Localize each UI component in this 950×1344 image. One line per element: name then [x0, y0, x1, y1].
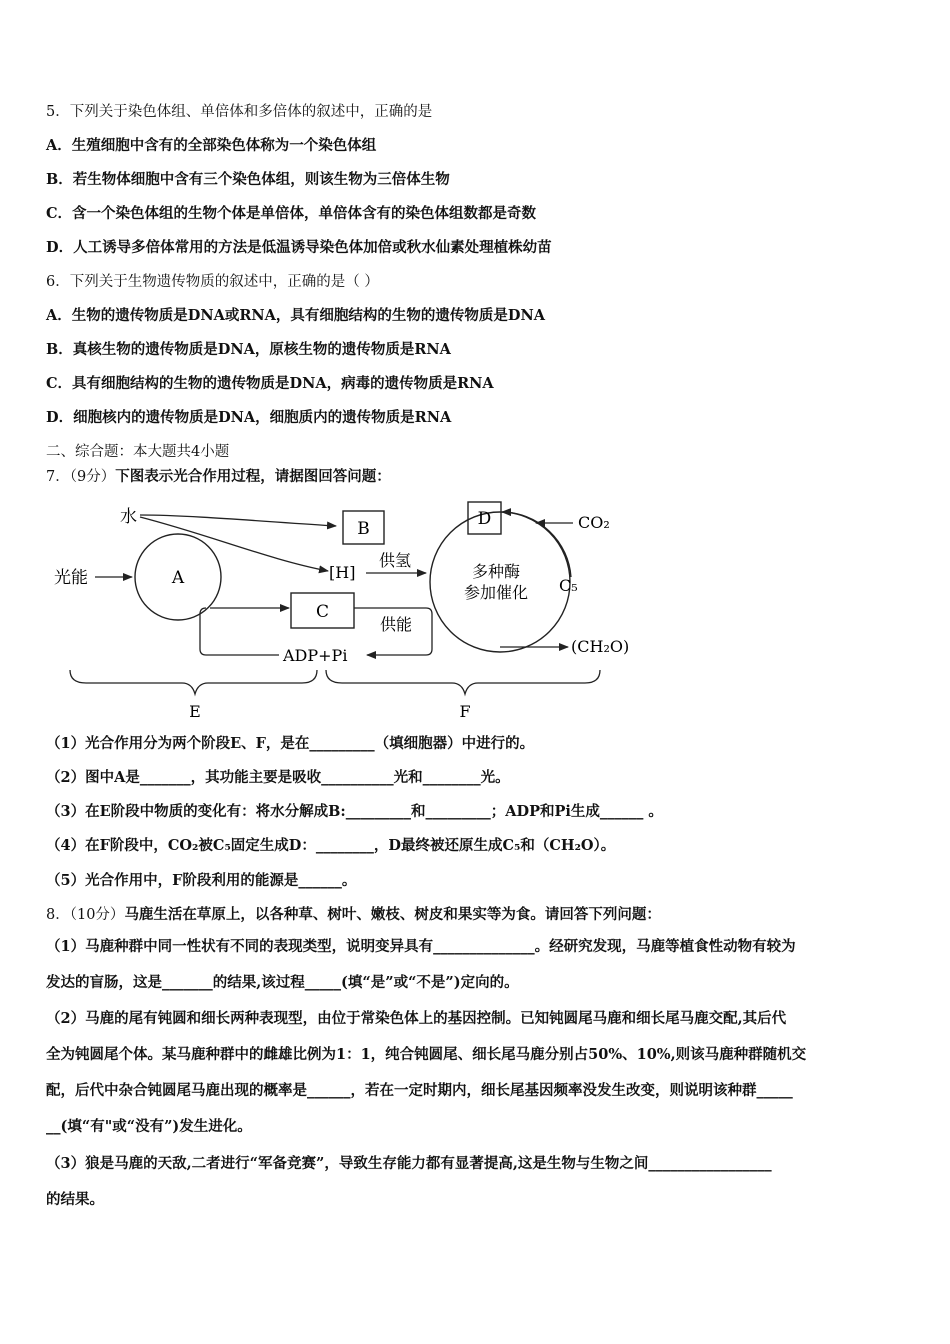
q8-stem: 马鹿生活在草原上，以各种草、树叶、嫩枝、树皮和果实等为食。请回答下列问题：	[124, 906, 661, 923]
q7-number: 7．	[46, 469, 70, 485]
q5-option-a: A．生殖细胞中含有的全部染色体称为一个染色体组	[46, 137, 377, 154]
q8-score: （10分）	[69, 907, 125, 923]
q7-stem-line	[46, 467, 391, 487]
q5-option-d: D．人工诱导多倍体常用的方法是低温诱导染色体加倍或秋水仙素处理植株幼苗	[46, 239, 552, 256]
q6-option-b: B．真核生物的遗传物质是DNA，原核生物的遗传物质是RNA	[46, 341, 451, 358]
stage-f-brace	[326, 670, 600, 694]
q6-stem: 6．下列关于生物遗传物质的叙述中，正确的是（ ）	[46, 274, 379, 290]
adp-return-loop	[200, 608, 279, 655]
product-d-label: D	[477, 509, 492, 529]
q7-sub-5: （5）光合作用中，F阶段利用的能源是______。	[46, 872, 357, 889]
q7-sub-2: （2）图中A是_______，其功能主要是吸收__________光和________光。	[46, 769, 510, 786]
pigment-a-label: A	[171, 568, 185, 588]
water-label: 水	[120, 507, 137, 527]
ch2o-label: (CH₂O)	[571, 637, 630, 656]
q7-sub-1: （1）光合作用分为两个阶段E、F，是在_________（填细胞器）中进行的。	[46, 735, 535, 752]
photosynthesis-diagram	[40, 495, 660, 725]
stage-f-label: F	[459, 702, 471, 721]
q8-p3-line2: 的结果。	[46, 1191, 104, 1208]
c5-label: C₅	[559, 576, 578, 595]
q8-p2-line4: __(填“有"或“没有”)发生进化。	[46, 1118, 252, 1135]
water-to-h-arrow	[140, 517, 328, 571]
q6-option-d: D．细胞核内的遗传物质是DNA，细胞质内的遗传物质是RNA	[46, 409, 452, 426]
q8-p2-line3: 配，后代中杂合钝圆尾马鹿出现的概率是______，若在一定时期内，细长尾基因频率没发生改变，则说明该种群_____	[46, 1082, 793, 1099]
q8-p2-line2: 全为钝圆尾个体。某马鹿种群中的雌雄比例为1：1，纯合钝圆尾、细长尾马鹿分别占50%、10%,则该马鹿种群随机交	[46, 1046, 807, 1063]
stage-e-brace	[70, 670, 317, 694]
q8-p1-line1: （1）马鹿种群中同一性状有不同的表现类型，说明变异具有______________。经研究发现，马鹿等植食性动物有较为	[46, 938, 796, 955]
q6-option-c: C．具有细胞结构的生物的遗传物质是DNA，病毒的遗传物质是RNA	[46, 375, 494, 392]
q5-option-c: C．含一个染色体组的生物个体是单倍体，单倍体含有的染色体组数都是奇数	[46, 205, 537, 222]
adp-pi-label: ADP+Pi	[283, 646, 348, 665]
supply-hydrogen-label: 供氢	[379, 551, 412, 570]
water-to-b-arrow	[140, 515, 336, 526]
q8-number: 8．	[46, 907, 70, 923]
stage-e-label: E	[189, 702, 201, 721]
q5-option-b: B．若生物体细胞中含有三个染色体组，则该生物为三倍体生物	[46, 171, 450, 188]
q5-stem: 5．下列关于染色体组、单倍体和多倍体的叙述中，正确的是	[46, 104, 433, 120]
supply-energy-label: 供能	[380, 615, 413, 634]
q7-sub-3: （3）在E阶段中物质的变化有：将水分解成B:_________和_________；ADP和Pi生成______ 。	[46, 803, 663, 820]
q8-p2-line1: （2）马鹿的尾有钝圆和细长两种表现型，由位于常染色体上的基因控制。已知钝圆尾马鹿和细长尾马鹿交配,其后代	[46, 1010, 787, 1027]
q7-stem: 下图表示光合作用过程，请据图回答问题：	[115, 468, 391, 485]
q7-score: （9分）	[69, 469, 116, 485]
section-heading: 二、综合题：本大题共4小题	[46, 444, 230, 460]
product-c-label: C	[315, 602, 330, 622]
q8-stem-line	[46, 905, 661, 925]
light-label: 光能	[54, 568, 88, 588]
product-b-label: B	[357, 519, 370, 539]
hydrogen-label: [H]	[329, 563, 356, 582]
q6-option-a: A．生物的遗传物质是DNA或RNA，具有细胞结构的生物的遗传物质是DNA	[46, 307, 545, 324]
enzyme-label-2: 参加催化	[463, 583, 529, 602]
q7-sub-4: （4）在F阶段中，CO₂被C₅固定生成D：________，D最终被还原生成C₅和（CH₂O）。	[46, 837, 616, 854]
q8-p3-line1: （3）狼是马鹿的天敌,二者进行“军备竞赛”，导致生存能力都有显著提高,这是生物与生物之间_________________	[46, 1155, 772, 1172]
q8-p1-line2: 发达的盲肠，这是_______的结果,该过程_____(填“是”或“不是”)定向的。	[46, 974, 519, 991]
calvin-cycle-circle	[430, 512, 570, 652]
co2-label: CO₂	[578, 513, 610, 532]
enzyme-label-1: 多种酶	[471, 562, 521, 581]
